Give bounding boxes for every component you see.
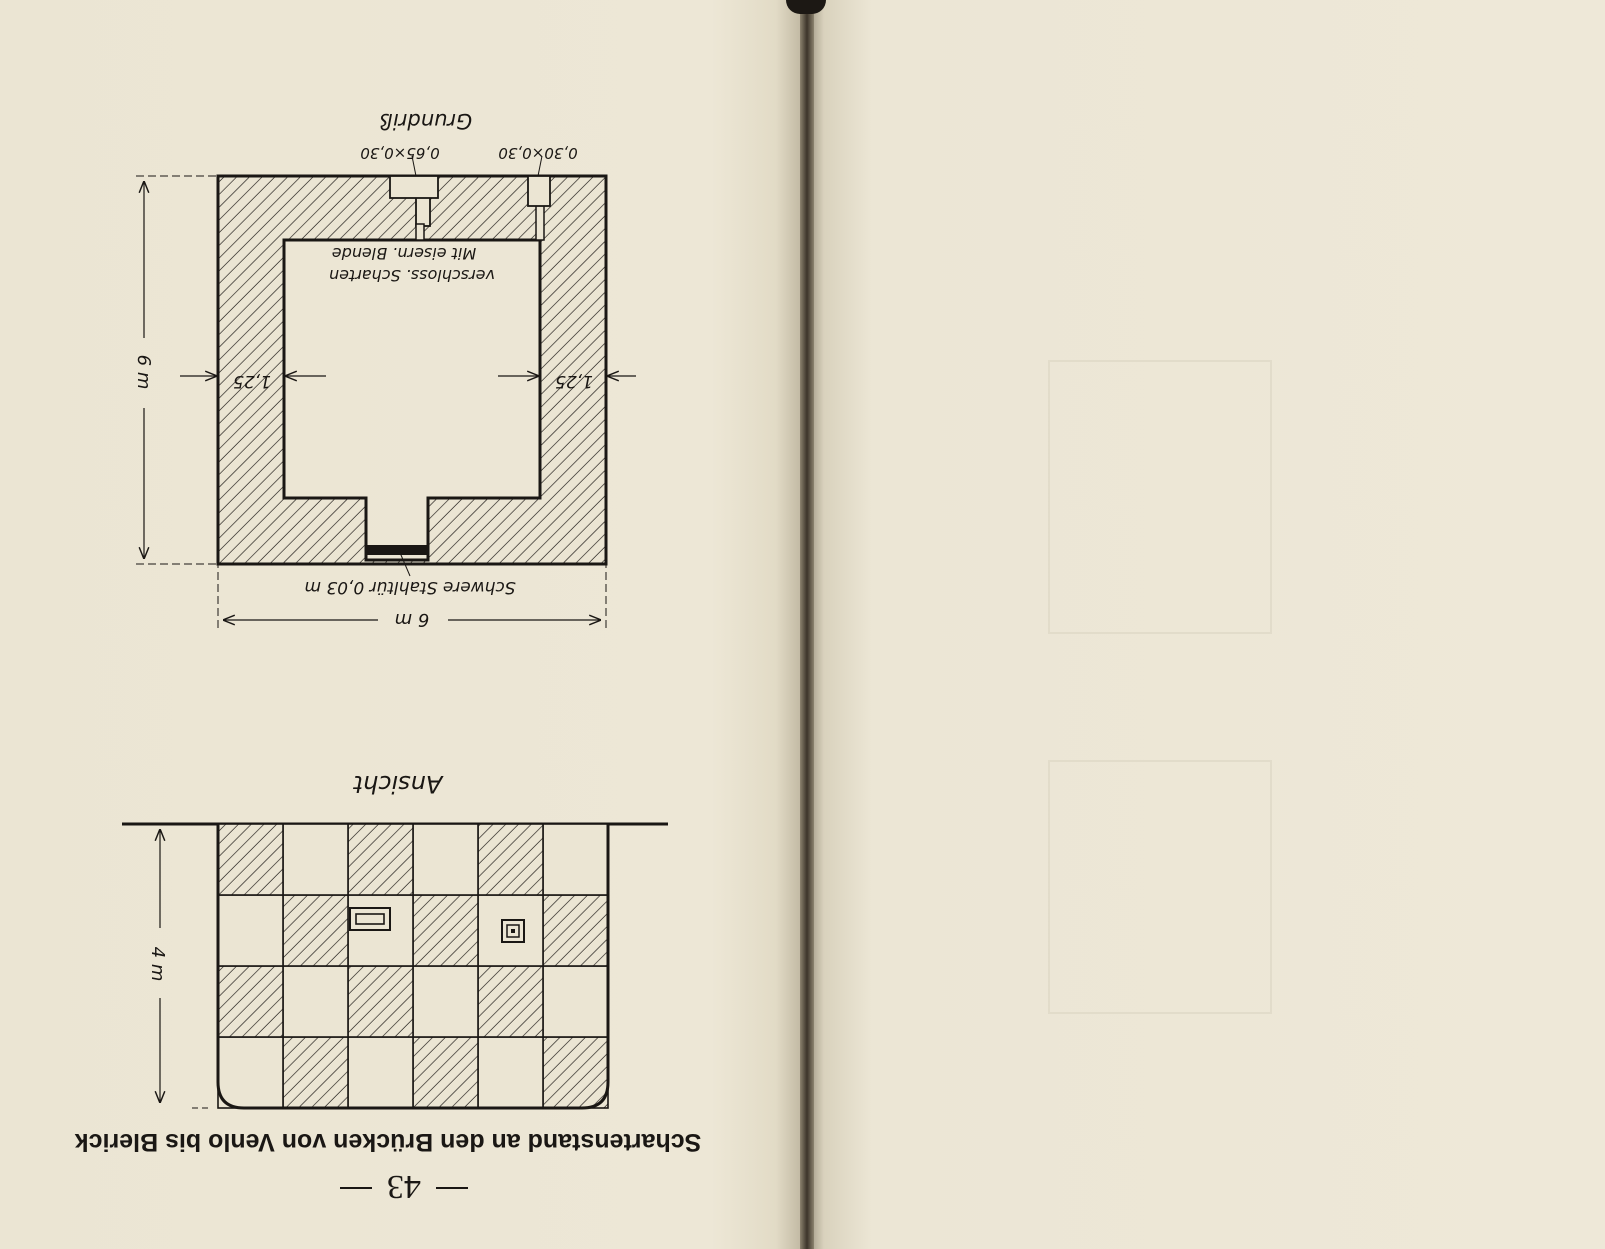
plan-walls bbox=[218, 176, 606, 564]
opening-dim-small: 0,30×0,30 bbox=[498, 144, 578, 162]
stone-block-plain bbox=[478, 1037, 543, 1108]
figure-title: Schartenstand an den Brücken von Venlo bis Blerick bbox=[74, 1128, 702, 1156]
stone-block-plain bbox=[218, 895, 283, 966]
wall-thickness-right: 1,25 bbox=[233, 371, 271, 391]
stone-block-hatched bbox=[478, 824, 543, 895]
plan-view bbox=[136, 156, 636, 628]
stone-block-hatched bbox=[218, 824, 283, 895]
plan-height-dim: 6 m bbox=[133, 354, 154, 390]
label-ansicht: Ansicht bbox=[353, 770, 443, 798]
loophole-wide bbox=[350, 908, 390, 930]
stone-block-hatched bbox=[543, 895, 608, 966]
elevation-height-dim: 4 m bbox=[147, 946, 168, 982]
note-line-1: Mit eisern. Blende bbox=[331, 244, 477, 263]
stone-block-hatched bbox=[348, 966, 413, 1037]
stone-block-plain bbox=[283, 824, 348, 895]
note-line-2: verschloss. Scharten bbox=[329, 266, 495, 285]
stone-block-hatched bbox=[283, 895, 348, 966]
stone-block-hatched bbox=[478, 966, 543, 1037]
wall-thickness-left: 1,25 bbox=[555, 371, 593, 391]
steel-door bbox=[366, 545, 428, 555]
stone-block-hatched bbox=[413, 895, 478, 966]
stone-block-plain bbox=[413, 824, 478, 895]
plan-width-dim: 6 m bbox=[394, 609, 430, 630]
stone-block-hatched bbox=[348, 824, 413, 895]
stone-block-plain bbox=[543, 966, 608, 1037]
door-label: Schwere Stahltür 0,03 m bbox=[304, 577, 516, 597]
opening-dim-large: 0,65×0,30 bbox=[360, 144, 440, 162]
stone-block-hatched bbox=[218, 966, 283, 1037]
elevation-view bbox=[122, 824, 668, 1108]
stone-block-plain bbox=[543, 824, 608, 895]
stone-block-plain bbox=[218, 1037, 283, 1108]
loophole-small bbox=[502, 920, 524, 942]
label-grundriss: Grundriß bbox=[379, 109, 473, 133]
stone-block-plain bbox=[413, 966, 478, 1037]
stone-block-plain bbox=[348, 1037, 413, 1108]
stone-block-hatched bbox=[413, 1037, 478, 1108]
stone-block-hatched bbox=[283, 1037, 348, 1108]
stone-block-plain bbox=[283, 966, 348, 1037]
stone-block-hatched bbox=[543, 1037, 608, 1108]
page-number: 43 bbox=[387, 1168, 421, 1205]
